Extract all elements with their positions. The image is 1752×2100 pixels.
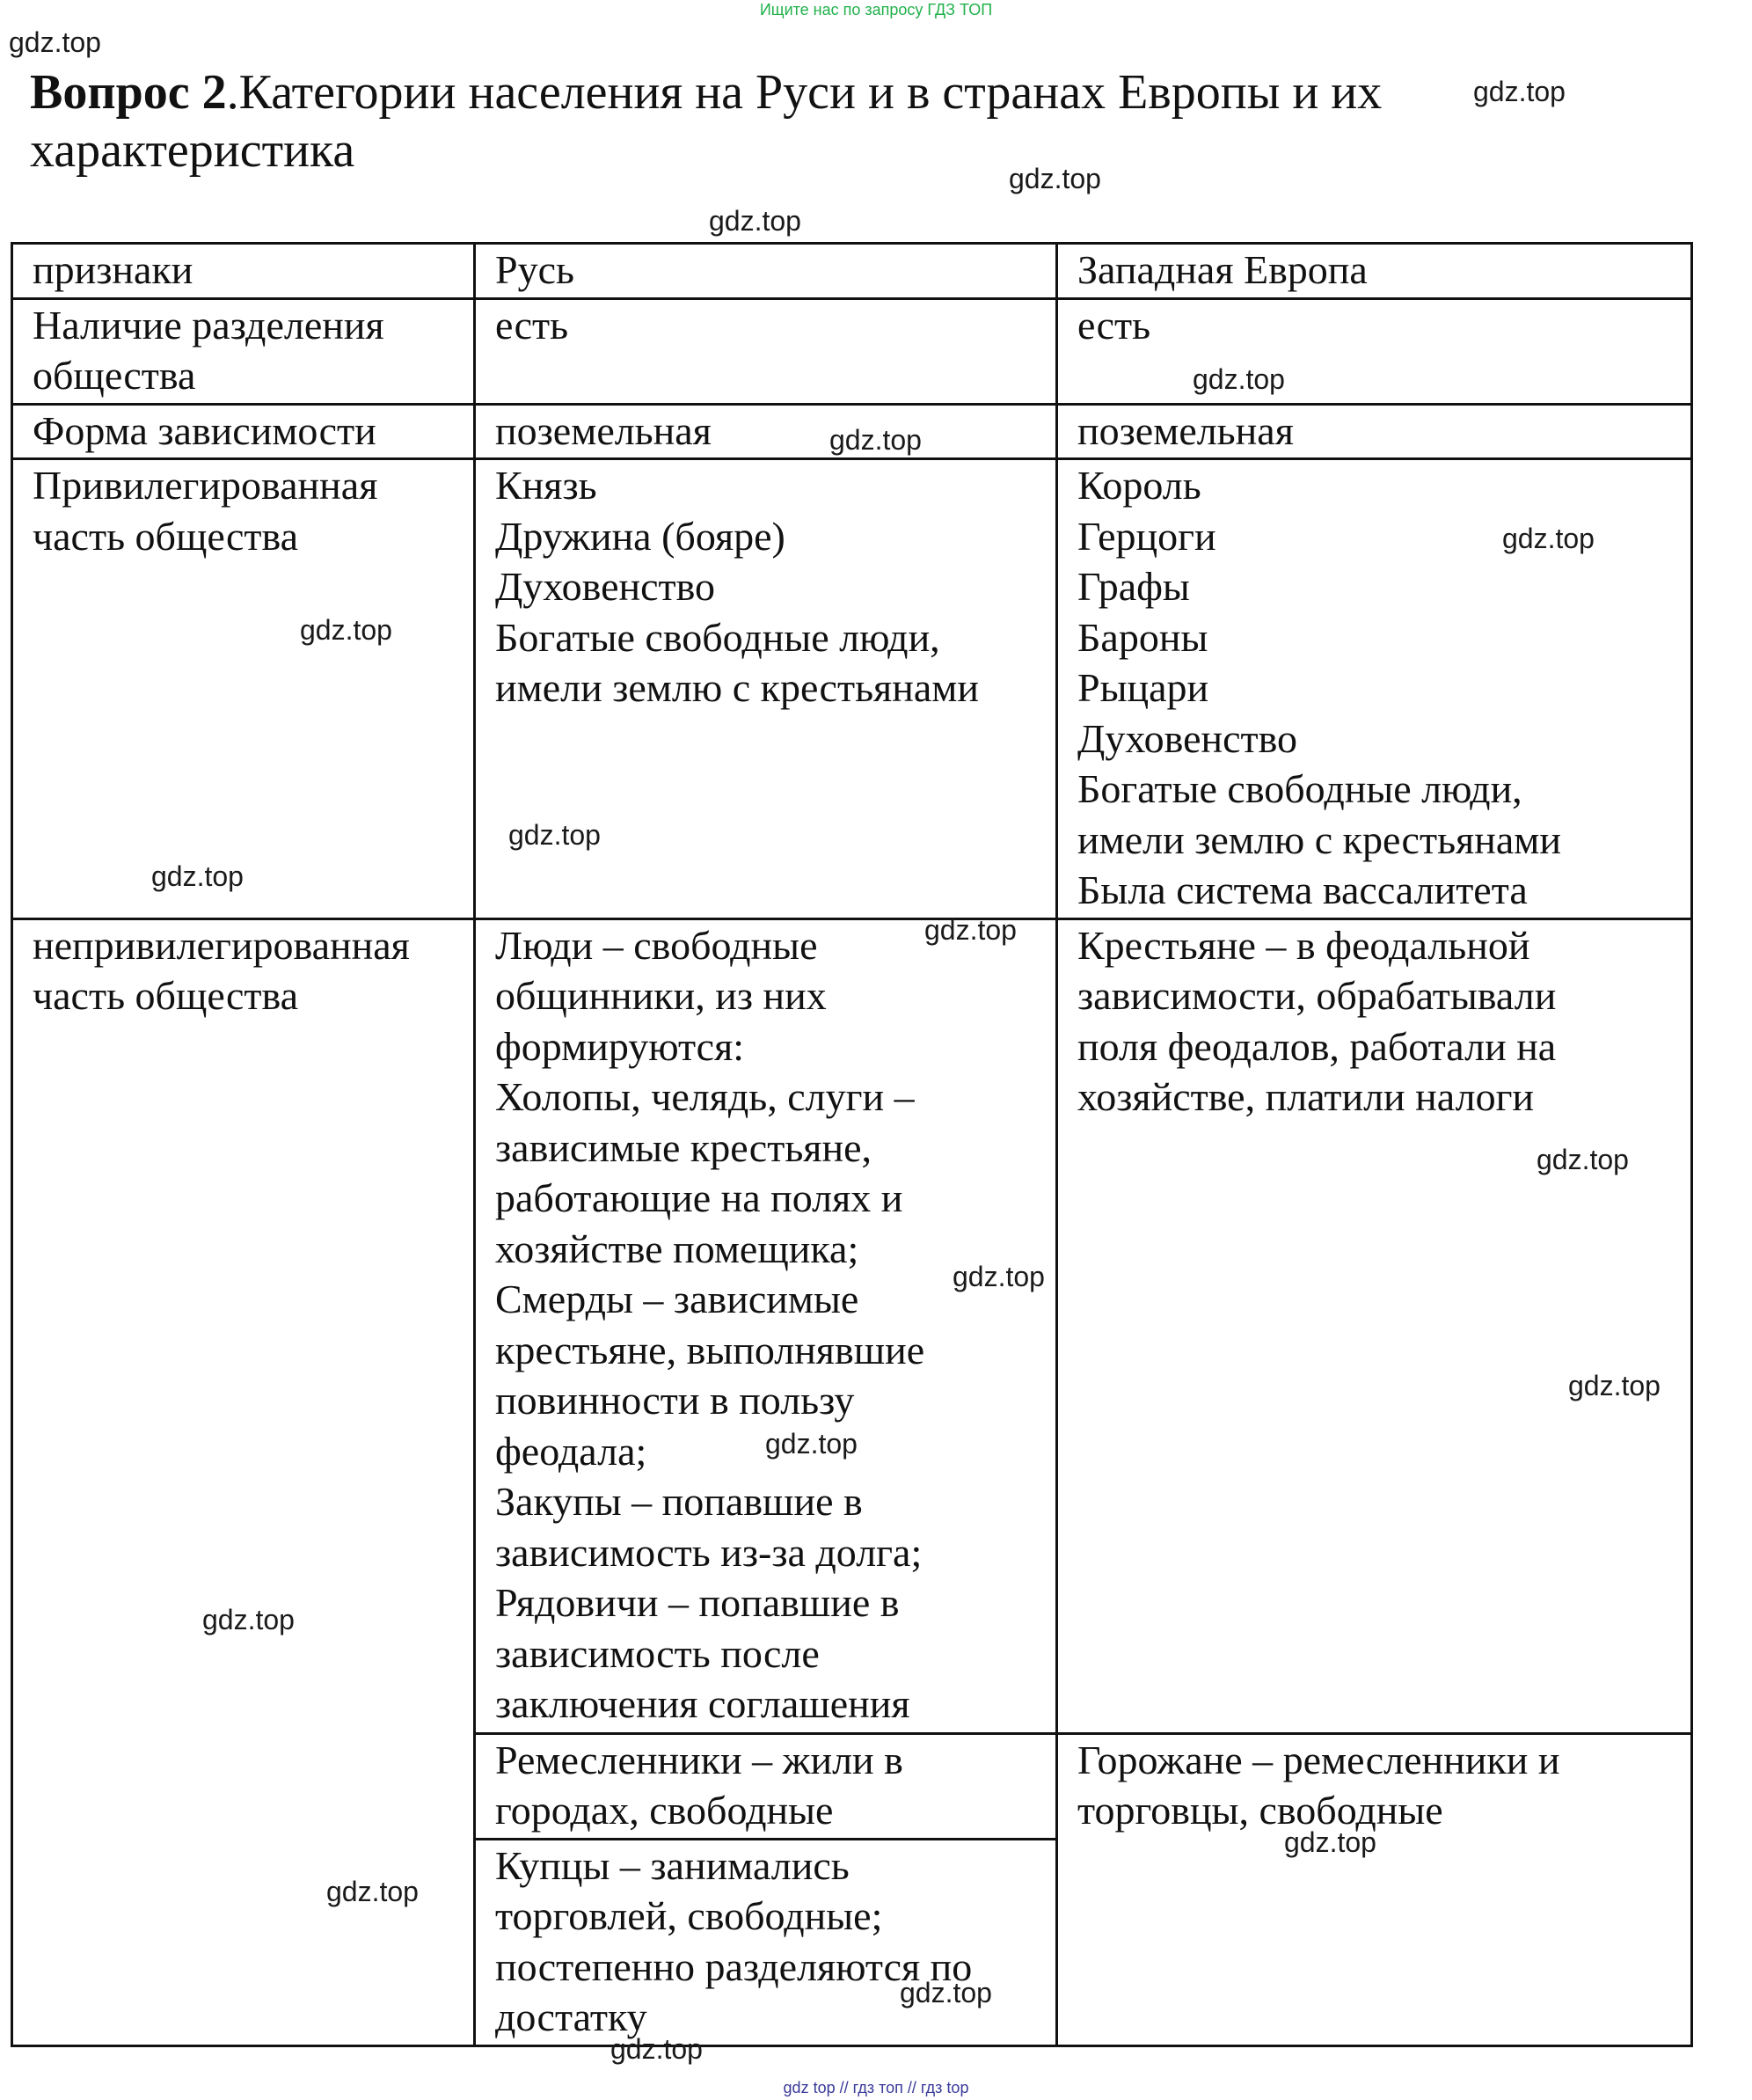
cell-line: Духовенство (1077, 715, 1298, 761)
cell-line: Рядовичи – попавшие в (495, 1580, 900, 1625)
title-text-line2: характеристика (30, 123, 355, 178)
cell-line: Богатые свободные люди, (1077, 766, 1522, 811)
watermark: gdz.top (202, 1604, 295, 1635)
watermark: gdz.top (765, 1428, 858, 1460)
watermark: gdz.top (924, 914, 1017, 946)
cell-line: хозяйстве, платили налоги (1077, 1074, 1535, 1119)
cell-line: хозяйстве помещика; (495, 1226, 859, 1271)
cell-line: Король (1077, 463, 1201, 508)
watermark: gdz.top (1568, 1370, 1661, 1401)
cell-line: имели землю с крестьянами (1077, 816, 1561, 862)
watermark: gdz.top (1284, 1826, 1376, 1858)
cell-line: Была система вассалитета (1077, 867, 1528, 912)
cell-line: зависимость после (495, 1630, 820, 1676)
dependency-label: Форма зависимости (12, 404, 475, 459)
title-question-number: Вопрос 2 (30, 65, 227, 120)
cell-line: Герцоги (1077, 513, 1216, 559)
cell-line: формируются: (495, 1023, 745, 1069)
cell-line: Горожане – ремесленники и (1077, 1737, 1560, 1782)
page-title (30, 63, 1472, 179)
watermark: gdz.top (1473, 76, 1566, 107)
cell-line: Смерды – зависимые (495, 1277, 859, 1321)
unprivileged-europe-peasants (1057, 918, 1692, 1733)
watermark: gdz.top (953, 1261, 1045, 1292)
unprivileged-europe-townsfolk (1057, 1733, 1692, 2045)
watermark: gdz.top (508, 819, 601, 851)
header-features: признаки (12, 244, 475, 299)
division-europe: есть (1057, 298, 1692, 404)
cell-line: Богатые свободные люди, (495, 614, 940, 660)
watermark: gdz.top (9, 26, 101, 58)
watermark: gdz.top (151, 860, 244, 892)
dependency-rus: поземельная (475, 404, 1057, 459)
watermark: gdz.top (610, 2033, 703, 2065)
watermark: gdz.top (829, 424, 922, 456)
cell-line: повинности в пользу (495, 1378, 855, 1423)
row-division (12, 298, 1692, 404)
cell-line: Князь (495, 463, 597, 508)
cell-line: торговцы, свободные (1077, 1788, 1443, 1833)
cell-line: постепенно разделяются по (495, 1943, 973, 1989)
cell-line: имели землю с крестьянами (495, 665, 979, 710)
cell-line: зависимости, обрабатывали (1077, 973, 1557, 1018)
watermark: gdz.top (326, 1876, 419, 1907)
header-europe: Западная Европа (1057, 244, 1692, 299)
header-row (12, 244, 1692, 299)
cell-line: Графы (1077, 564, 1190, 609)
watermark: gdz.top (1537, 1144, 1629, 1175)
cell-line: Духовенство (495, 564, 716, 609)
watermark: gdz.top (300, 614, 392, 646)
cell-line: заключения соглашения (495, 1681, 910, 1726)
division-label: Наличие разделения общества (12, 298, 475, 404)
cell-line: крестьяне, выполнявшие (495, 1327, 925, 1372)
cell-line: Холопы, челядь, слуги – (495, 1074, 915, 1119)
cell-line: феодала; (495, 1428, 647, 1474)
cell-line: Рыцари (1077, 665, 1209, 710)
cell-line: Ремесленники – жили в (495, 1737, 903, 1782)
cell-line: общинники, из них (495, 973, 827, 1018)
division-rus: есть (475, 298, 1057, 404)
cell-line: поля феодалов, работали на (1077, 1023, 1557, 1069)
cell-line: Дружина (бояре) (495, 513, 785, 559)
cell-line: Крестьяне – в феодальной (1077, 922, 1530, 968)
cell-line: Купцы – занимались (495, 1842, 850, 1888)
unprivileged-rus-artisans (475, 1733, 1057, 1839)
cell-line: зависимость из-за долга; (495, 1529, 923, 1575)
cell-line: Закупы – попавшие в (495, 1479, 863, 1524)
watermark: gdz.top (1502, 523, 1595, 554)
watermark: gdz.top (900, 1977, 992, 2009)
privileged-label: Привилегированная часть общества (12, 459, 475, 919)
cell-line: Бароны (1077, 614, 1208, 660)
watermark: gdz.top (1193, 363, 1285, 395)
dependency-europe: поземельная (1057, 404, 1692, 459)
watermark: gdz.top (709, 205, 801, 237)
cell-line: городах, свободные (495, 1788, 834, 1833)
header-rus: Русь (475, 244, 1057, 299)
search-notice: Ищите нас по запросу ГДЗ ТОП (759, 1, 993, 18)
unprivileged-rus-peasants (475, 918, 1057, 1733)
unprivileged-rus-merchants (475, 1839, 1057, 2045)
cell-line: достатку (495, 1994, 647, 2039)
unprivileged-label: непривилегированная часть общества (12, 918, 475, 2045)
cell-line: зависимые крестьяне, (495, 1124, 872, 1170)
cell-line: торговлей, свободные; (495, 1893, 883, 1938)
cell-line: Люди – свободные (495, 922, 818, 968)
privileged-europe (1057, 459, 1692, 919)
row-privileged (12, 459, 1692, 919)
title-text: .Категории населения на Руси и в странах Европы и их (226, 65, 1383, 120)
comparison-table (11, 242, 1693, 2047)
footer-links: gdz top // гдз топ // гдз top (783, 2079, 969, 2096)
cell-line: работающие на полях и (495, 1175, 903, 1220)
watermark: gdz.top (1009, 163, 1101, 194)
